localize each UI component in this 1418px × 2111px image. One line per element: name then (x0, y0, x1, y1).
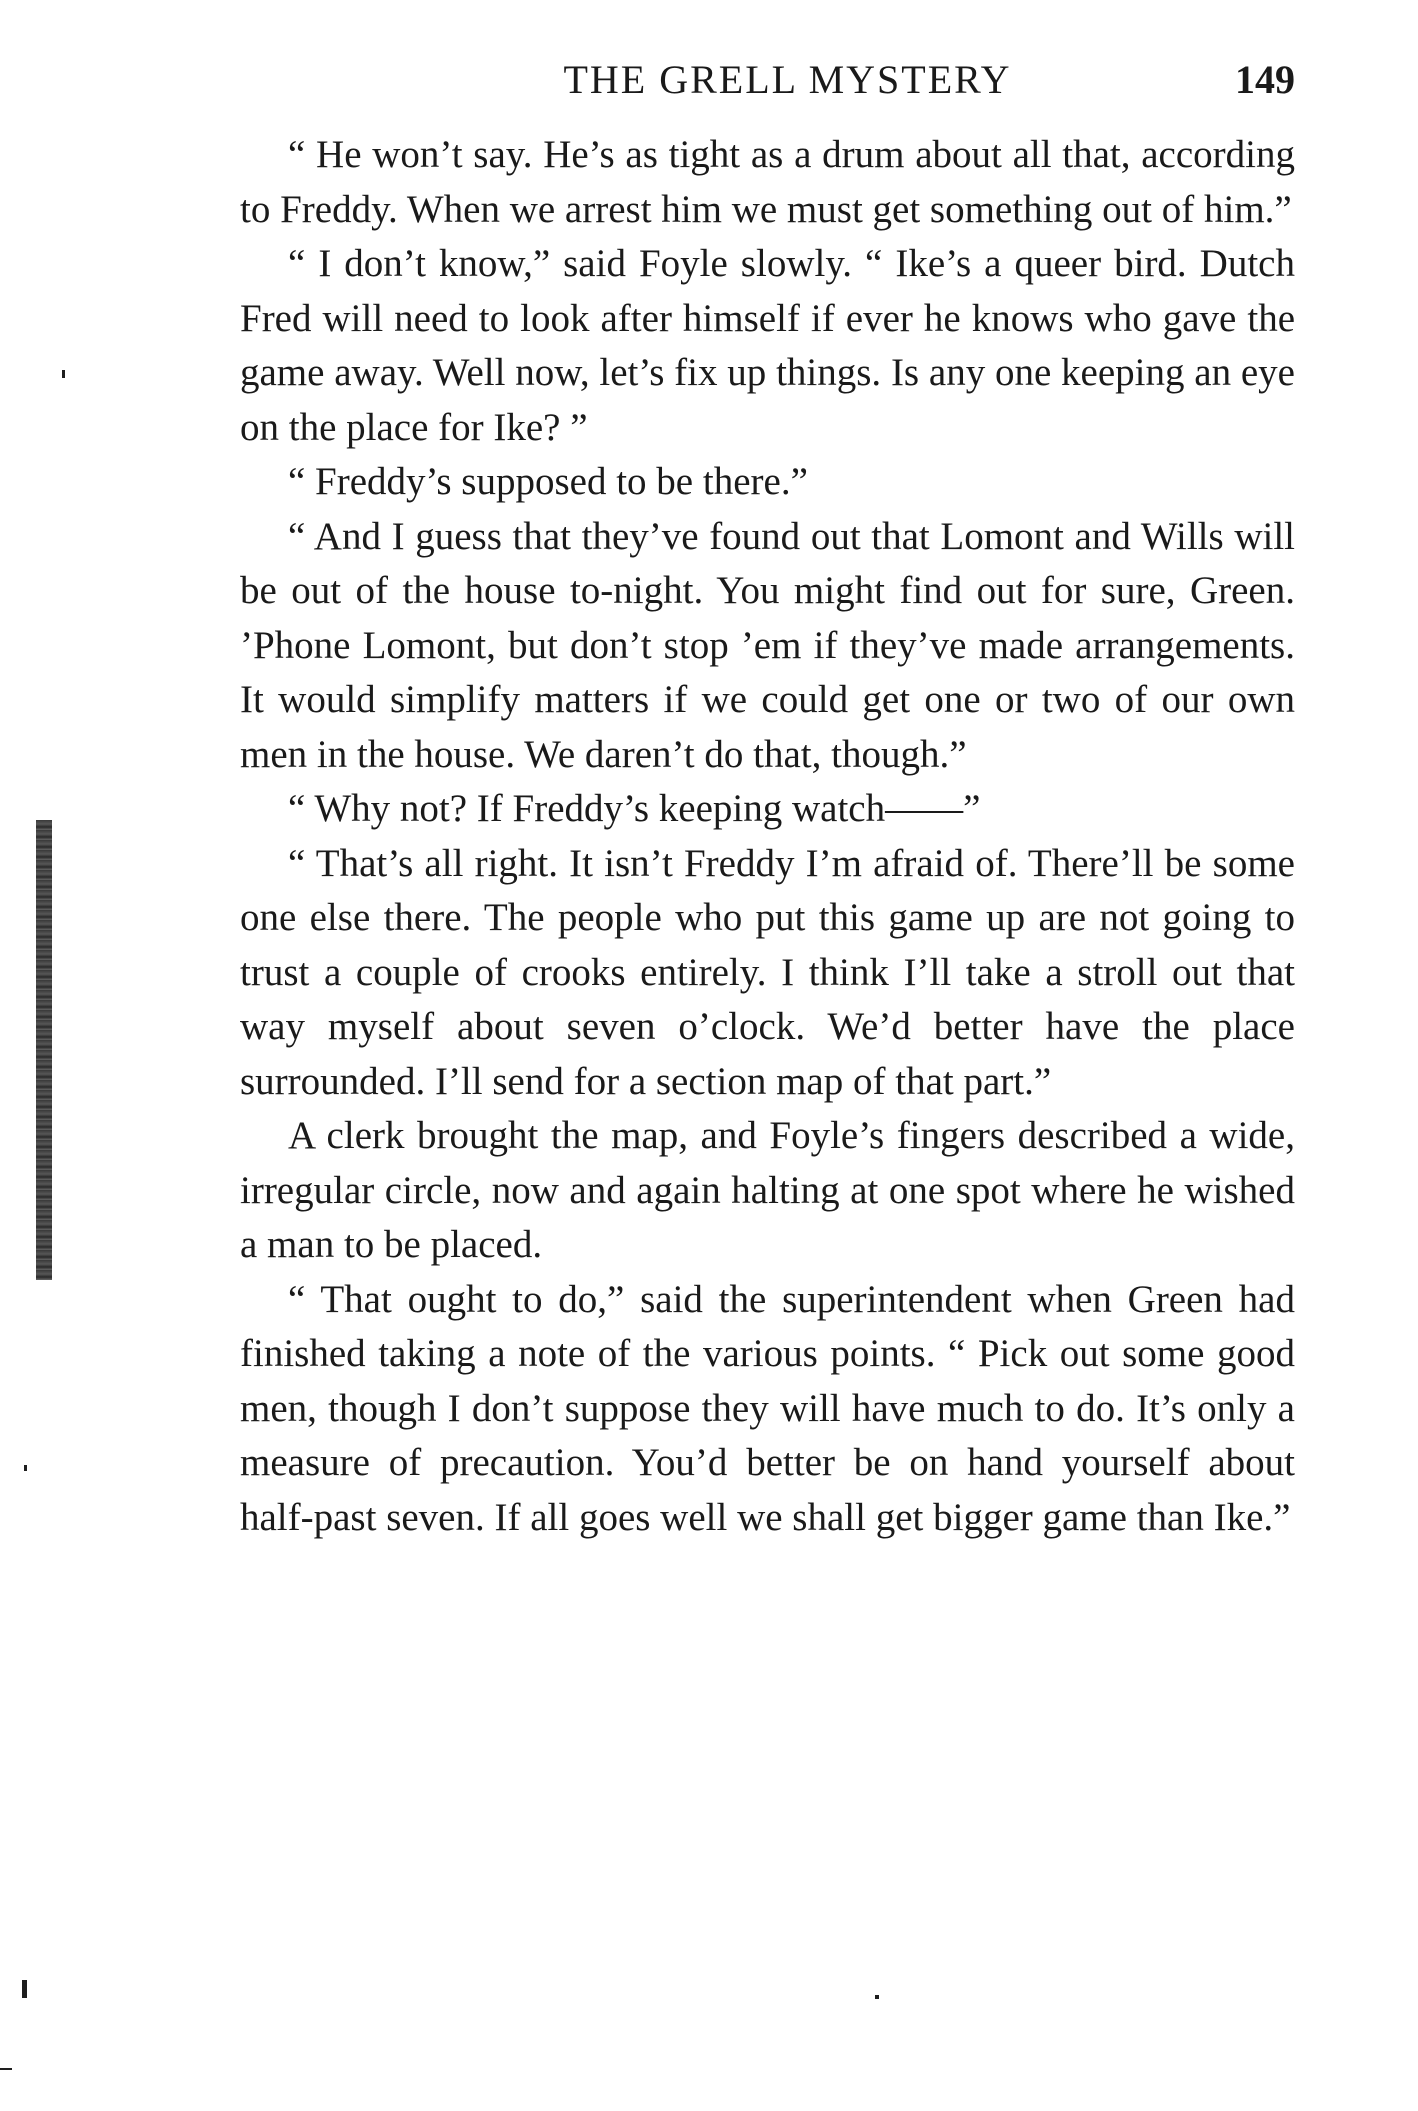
paragraph: “ That ought to do,” said the superintendent when Green had finished taking a note of the various points. “ Pick out some good men, though I don’t suppose they will have much to do. It’s only a measure of precaution. You’d better be on hand yourself about half-past seven. If all goes well we shall get bigger game than Ike.” (240, 1277, 1295, 1539)
page-number: 149 (1235, 57, 1295, 102)
paragraph: “ He won’t say. He’s as tight as a drum about all that, according to Freddy. When we arrest him we must get something out of him.” (240, 133, 1295, 231)
paragraph: “ Freddy’s supposed to be there.” (288, 460, 808, 503)
running-title: THE GRELL MYSTERY (563, 57, 1012, 102)
text-body (240, 128, 1295, 1545)
page-header (240, 45, 1295, 115)
scan-speck (875, 1995, 879, 1999)
scan-speck (0, 2068, 12, 2070)
binding-shadow (36, 820, 52, 1280)
scan-speck (62, 370, 65, 378)
paragraph: “ And I guess that they’ve found out that Lomont and Wills will be out of the house to-night. You might find out for sure, Green. ’Phone Lomont, but don’t stop ’em if they’ve made arrangements. It would simplify matters if we could get one or two of our own men in the house. We daren’t do that, though.” (240, 514, 1295, 776)
scan-speck (24, 1465, 27, 1471)
paragraph: “ Why not? If Freddy’s keeping watch——” (288, 787, 981, 830)
scan-speck (22, 1980, 27, 1998)
paragraph: A clerk brought the map, and Foyle’s fingers described a wide, irregular circle, now and again halting at one spot where he wished a man to be placed. (240, 1114, 1295, 1266)
paragraph: “ That’s all right. It isn’t Freddy I’m afraid of. There’ll be some one else there. The people who put this game up are not going to trust a couple of crooks entirely. I think I’ll take a stroll out that way myself about seven o’clock. We’d better have the place surrounded. I’ll send for a section map of that part.” (240, 841, 1295, 1103)
paragraph: “ I don’t know,” said Foyle slowly. “ Ike’s a queer bird. Dutch Fred will need to look after himself if ever he knows who gave the game away. Well now, let’s fix up things. Is any one keeping an eye on the place for Ike? ” (240, 242, 1295, 449)
